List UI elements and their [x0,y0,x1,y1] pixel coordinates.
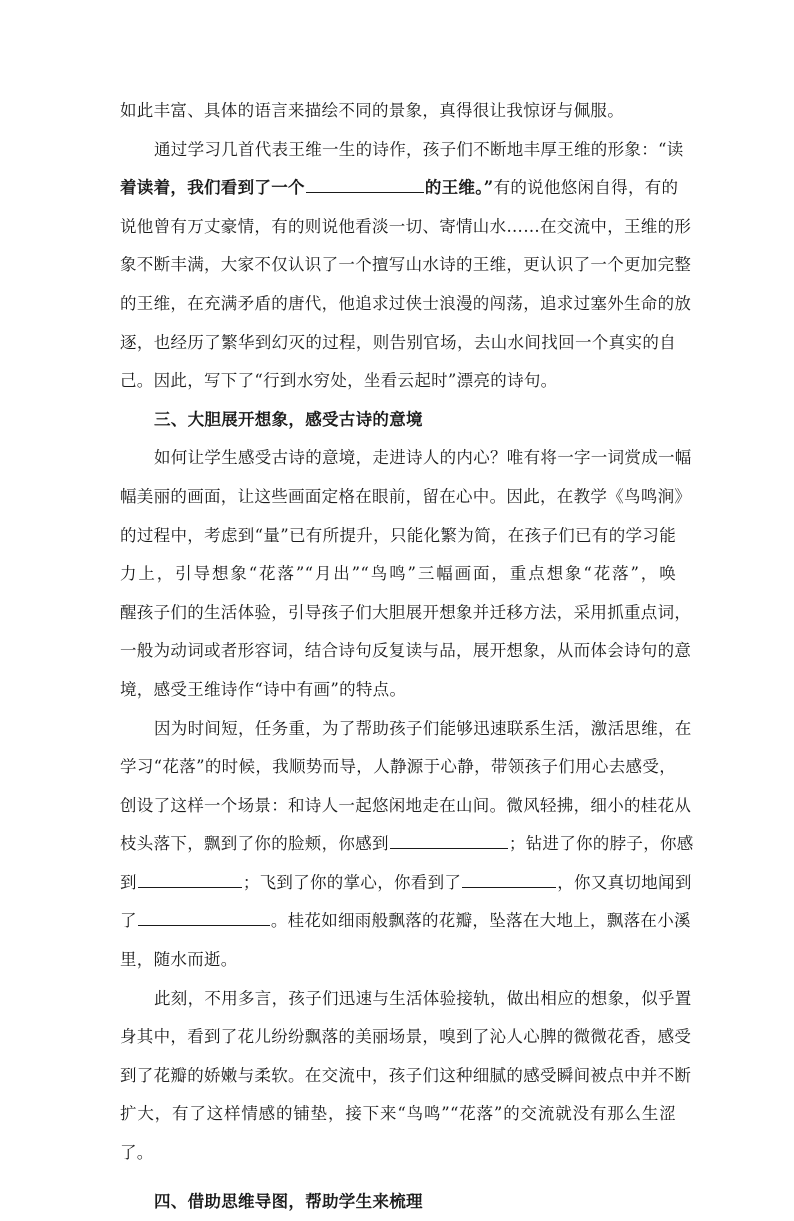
paragraph-line [120,864,692,903]
paragraph-line: 力上，引导想象“花落”“月出”“鸟鸣”三幅画面，重点想象“花落”，唤 [120,564,676,584]
paragraph-line: 扩大，有了这样情感的铺垫，接下来“鸟鸣”“花落”的交流就没有那么生涩 [120,1104,676,1124]
paragraph-line: 创设了这样一个场景：和诗人一起悠闲地走在山间。微风轻拂，细小的桂花从 [120,795,692,815]
paragraph-text: 。桂花如细雨般飘落的花瓣，坠落在大地上，飘落在小溪 [270,911,691,931]
fill-blank [138,886,242,888]
paragraph-line: 如何让学生感受古诗的意境，走进诗人的内心？唯有将一字一词赏成一幅 [154,448,692,468]
paragraph-text: 有的说他悠闲自得，有的 [493,178,679,198]
paragraph-line [120,825,694,864]
paragraph-line: 身其中，看到了花儿纷纷飘落的美丽场景，嗅到了沁人心脾的微微花香，感受 [120,1027,692,1047]
fill-blank [462,886,556,888]
paragraph-line: 一般为动词或者形容词，结合诗句反复读与品，展开想象，从而体会诗句的意 [120,641,692,661]
paragraph-line: 醒孩子们的生活体验，引导孩子们大胆展开想象并迁移方法，采用抓重点词， [120,602,692,622]
paragraph-line: 逐，也经历了繁华到幻灭的过程，则告别官场，去山水间找回一个真实的自 [120,332,676,352]
paragraph-text: 了 [120,911,137,931]
paragraph-line: 到了花瓣的娇嫩与柔软。在交流中，孩子们这种细腻的感受瞬间被点中并不断 [120,1065,692,1085]
paragraph-line: 因为时间短，任务重，为了帮助孩子们能够迅速联系生活，激活思维，在 [154,718,692,738]
bold-text: 着读着，我们看到了一个 [120,178,305,198]
paragraph-line: 里，随水而逝。 [120,950,238,970]
paragraph-line: 己。因此，写下了“行到水穷处，坐看云起时”漂亮的诗句。 [120,371,558,391]
paragraph-text: ；飞到了你的掌心，你看到了 [242,872,462,892]
bold-text: 的王维。” [424,178,494,198]
paragraph-text: 枝头落下，飘到了你的脸颊，你感到 [120,834,389,854]
paragraph-text: 到 [120,872,137,892]
section-heading: 三、大胆展开想象，感受古诗的意境 [154,409,423,429]
paragraph-line: 了。 [120,1143,154,1163]
paragraph-line: 说他曾有万丈豪情，有的则说他看淡一切、寄情山水……在交流中，王维的形 [120,216,692,236]
paragraph-line: 象不断丰满，大家不仅认识了一个擅写山水诗的王维，更认识了一个更加完整 [120,255,692,275]
paragraph-line: 境，感受王维诗作“诗中有画”的特点。 [120,679,407,699]
spacer [120,1173,676,1183]
paragraph-line: 如此丰富、具体的语言来描绘不同的景象，真得很让我惊讶与佩服。 [120,101,624,120]
paragraph-line [120,902,691,941]
fill-blank [390,847,508,849]
fill-blank [306,191,424,193]
paragraph-line: 学习“花落”的时候，我顺势而导，人静源于心静，带领孩子们用心去感受， [120,757,676,777]
paragraph-line: 的王维，在充满矛盾的唐代，他追求过侠士浪漫的闯荡，追求过塞外生命的放 [120,293,692,313]
paragraph-line: 通过学习几首代表王维一生的诗作，孩子们不断地丰厚王维的形象：“读 [154,139,684,159]
fill-blank [138,924,270,926]
paragraph-line: 此刻，不用多言，孩子们迅速与生活体验接轨，做出相应的想象，似乎置 [154,988,692,1008]
paragraph-line: 的过程中，考虑到“量”已有所提升，只能化繁为简，在孩子们已有的学习能 [120,525,676,545]
paragraph-text: ，你又真切地闻到 [557,872,692,892]
paragraph-text: ；钻进了你的脖子，你感 [508,834,694,854]
section-heading: 四、借助思维导图，帮助学生来梳理 [154,1191,423,1211]
paragraph-line: 幅美丽的画面，让这些画面定格在眼前，留在心中。因此，在教学《鸟鸣涧》 [120,486,692,506]
paragraph-line [120,169,679,208]
